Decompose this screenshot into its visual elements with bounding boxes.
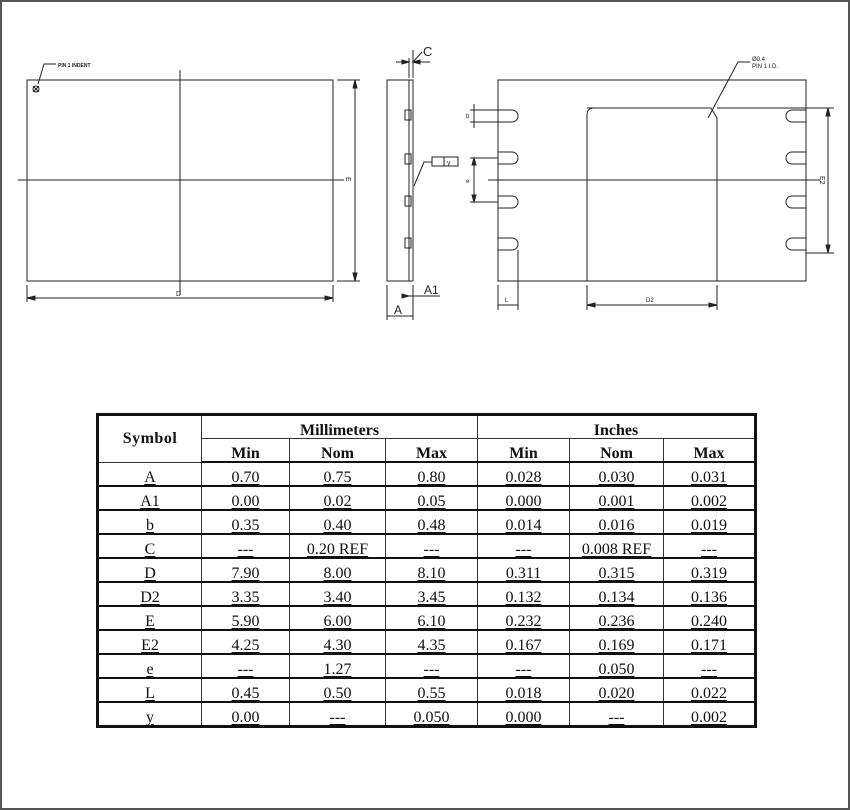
- cell-mm-max: 0.050: [386, 702, 478, 727]
- in-max-header: Max: [664, 439, 756, 463]
- cell-mm-max: ---: [386, 654, 478, 678]
- side-view: [387, 50, 458, 320]
- cell-in-max: 0.136: [664, 582, 756, 606]
- cell-mm-min: 0.00: [202, 702, 290, 727]
- cell-mm-min: 4.25: [202, 630, 290, 654]
- cell-in-max: 0.171: [664, 630, 756, 654]
- cell-in-nom: 0.050: [570, 654, 664, 678]
- dim-label-e-pitch: e: [466, 179, 470, 185]
- cell-in-min: 0.014: [478, 510, 570, 534]
- cell-in-max: 0.002: [664, 486, 756, 510]
- cell-mm-nom: 0.50: [290, 678, 386, 702]
- cell-mm-min: 7.90: [202, 558, 290, 582]
- cell-symbol: E: [98, 606, 202, 630]
- table-row: [98, 630, 756, 654]
- cell-symbol: A1: [98, 486, 202, 510]
- cell-in-min: 0.132: [478, 582, 570, 606]
- cell-in-nom: 0.236: [570, 606, 664, 630]
- cell-mm-min: 0.00: [202, 486, 290, 510]
- mm-max-header: Max: [386, 439, 478, 463]
- dim-label-d2: D2: [646, 298, 654, 304]
- cell-mm-min: 0.45: [202, 678, 290, 702]
- cell-mm-min: 0.35: [202, 510, 290, 534]
- cell-mm-max: 6.10: [386, 606, 478, 630]
- pin1-id-label-line1: Ø0.4: [752, 57, 766, 63]
- symbol-header: Symbol: [98, 415, 202, 463]
- cell-mm-nom: 4.30: [290, 630, 386, 654]
- cell-mm-min: ---: [202, 534, 290, 558]
- dim-label-d: D: [176, 291, 182, 298]
- cell-in-min: 0.311: [478, 558, 570, 582]
- top-view: [18, 64, 360, 302]
- cell-in-min: 0.000: [478, 486, 570, 510]
- cell-in-max: 0.031: [664, 462, 756, 486]
- inches-header: Inches: [478, 415, 756, 439]
- cell-symbol: C: [98, 534, 202, 558]
- mm-nom-header: Nom: [290, 439, 386, 463]
- cell-in-nom: 0.169: [570, 630, 664, 654]
- cell-symbol: L: [98, 678, 202, 702]
- cell-in-max: ---: [664, 654, 756, 678]
- cell-in-nom: ---: [570, 702, 664, 727]
- cell-mm-min: 5.90: [202, 606, 290, 630]
- cell-in-min: 0.232: [478, 606, 570, 630]
- cell-mm-nom: 0.02: [290, 486, 386, 510]
- cell-in-min: 0.018: [478, 678, 570, 702]
- table-row: [98, 558, 756, 582]
- cell-symbol: y: [98, 702, 202, 727]
- table-row: [98, 702, 756, 727]
- cell-mm-max: 4.35: [386, 630, 478, 654]
- cell-in-min: 0.000: [478, 702, 570, 727]
- pin1-id-label-line2: PIN 1 I.D.: [752, 64, 779, 70]
- cell-in-max: 0.319: [664, 558, 756, 582]
- cell-symbol: D: [98, 558, 202, 582]
- table-row: [98, 534, 756, 558]
- table-row: [98, 654, 756, 678]
- cell-mm-max: 0.05: [386, 486, 478, 510]
- dim-label-b: b: [466, 114, 470, 120]
- pin1-indent-label: PIN 1 INDENT: [58, 63, 91, 69]
- cell-mm-nom: 0.20 REF: [290, 534, 386, 558]
- dim-label-a1: A1: [424, 283, 439, 297]
- cell-in-min: ---: [478, 534, 570, 558]
- cell-in-min: 0.028: [478, 462, 570, 486]
- flatness-label-y: y: [447, 160, 451, 167]
- cell-in-min: ---: [478, 654, 570, 678]
- cell-mm-nom: ---: [290, 702, 386, 727]
- cell-mm-min: ---: [202, 654, 290, 678]
- cell-mm-nom: 0.40: [290, 510, 386, 534]
- dim-label-c: C: [423, 44, 433, 59]
- cell-mm-min: 0.70: [202, 462, 290, 486]
- cell-mm-max: ---: [386, 534, 478, 558]
- cell-symbol: e: [98, 654, 202, 678]
- mm-min-header: Min: [202, 439, 290, 463]
- in-nom-header: Nom: [570, 439, 664, 463]
- cell-in-nom: 0.020: [570, 678, 664, 702]
- cell-mm-nom: 3.40: [290, 582, 386, 606]
- cell-in-nom: 0.134: [570, 582, 664, 606]
- cell-symbol: D2: [98, 582, 202, 606]
- cell-symbol: A: [98, 462, 202, 486]
- table-row: [98, 678, 756, 702]
- cell-in-nom: 0.008 REF: [570, 534, 664, 558]
- dim-label-a: A: [394, 303, 403, 317]
- cell-in-nom: 0.030: [570, 462, 664, 486]
- cell-mm-nom: 6.00: [290, 606, 386, 630]
- cell-in-nom: 0.001: [570, 486, 664, 510]
- package-outline-drawings: [0, 0, 850, 400]
- cell-in-nom: 0.016: [570, 510, 664, 534]
- dimension-table: [96, 413, 757, 728]
- table-row: [98, 486, 756, 510]
- table-body: [98, 462, 756, 727]
- in-min-header: Min: [478, 439, 570, 463]
- table-row: [98, 462, 756, 486]
- table-header-row-groups: [98, 415, 756, 439]
- cell-in-max: ---: [664, 534, 756, 558]
- cell-in-max: 0.240: [664, 606, 756, 630]
- cell-mm-nom: 8.00: [290, 558, 386, 582]
- cell-in-min: 0.167: [478, 630, 570, 654]
- cell-mm-nom: 0.75: [290, 462, 386, 486]
- millimeters-header: Millimeters: [202, 415, 478, 439]
- cell-mm-max: 8.10: [386, 558, 478, 582]
- dim-label-e2: E2: [818, 176, 825, 185]
- cell-in-max: 0.019: [664, 510, 756, 534]
- bottom-view: [470, 62, 834, 310]
- cell-mm-max: 0.55: [386, 678, 478, 702]
- cell-mm-max: 0.48: [386, 510, 478, 534]
- table-row: [98, 510, 756, 534]
- cell-mm-nom: 1.27: [290, 654, 386, 678]
- table-row: [98, 606, 756, 630]
- cell-mm-max: 0.80: [386, 462, 478, 486]
- cell-in-max: 0.002: [664, 702, 756, 727]
- cell-mm-max: 3.45: [386, 582, 478, 606]
- cell-mm-min: 3.35: [202, 582, 290, 606]
- dimension-table-container: [96, 413, 754, 726]
- dim-label-l: L: [505, 298, 509, 304]
- cell-in-nom: 0.315: [570, 558, 664, 582]
- cell-in-max: 0.022: [664, 678, 756, 702]
- table-row: [98, 582, 756, 606]
- dim-label-e: E: [344, 177, 351, 182]
- cell-symbol: E2: [98, 630, 202, 654]
- cell-symbol: b: [98, 510, 202, 534]
